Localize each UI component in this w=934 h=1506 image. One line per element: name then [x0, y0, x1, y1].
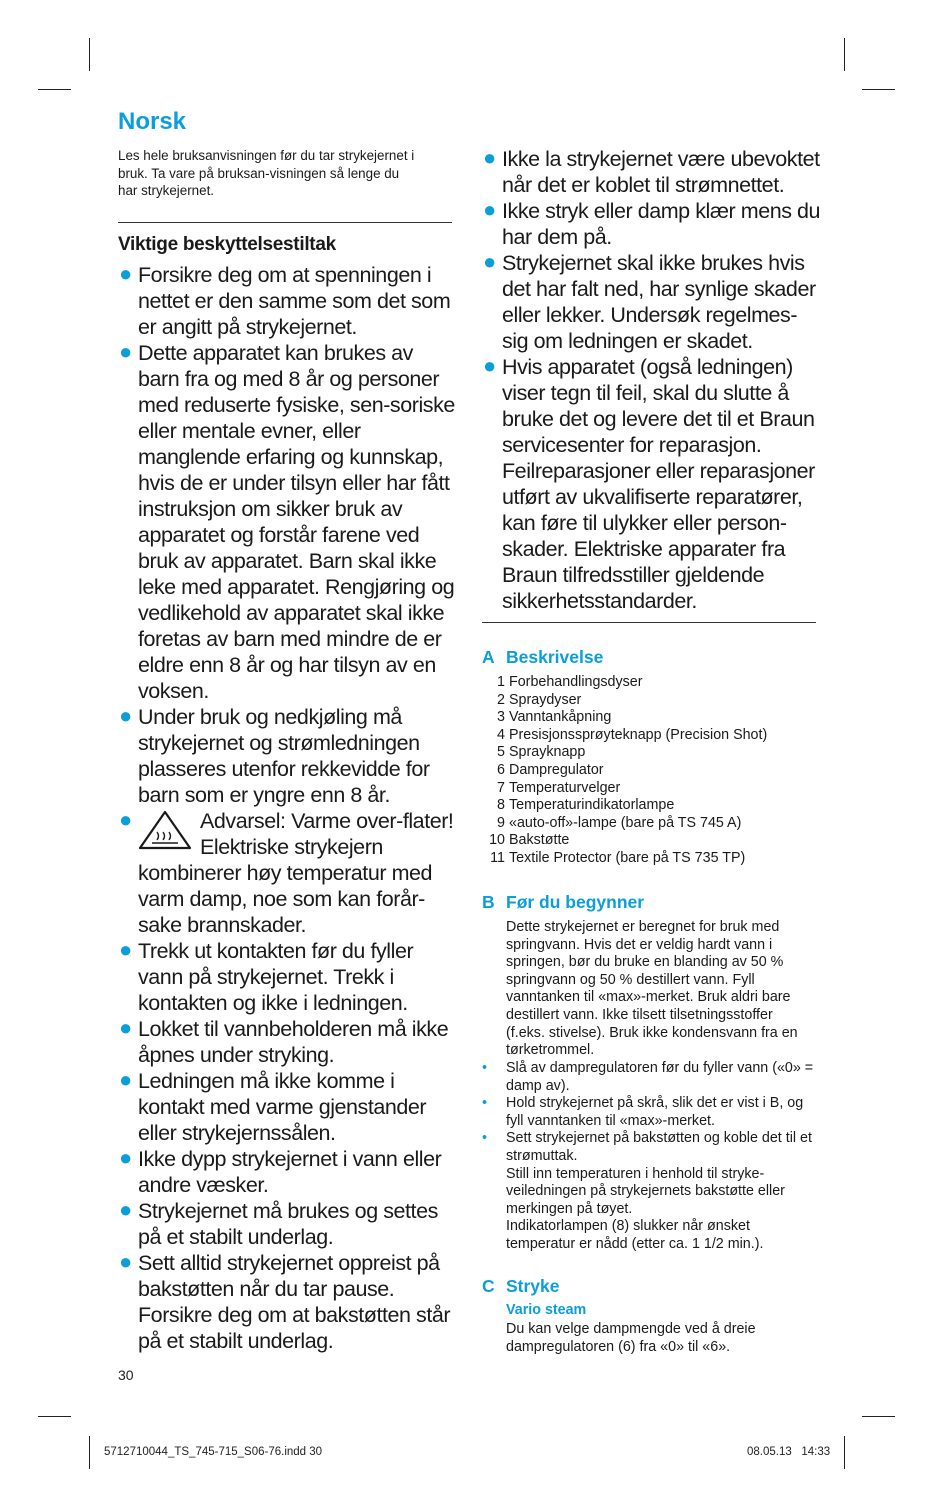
parts-list: [482, 674, 767, 868]
part-item: 8 Temperaturindikatorlampe: [497, 797, 675, 814]
part-item: 7 Temperaturvelger: [497, 779, 621, 796]
bullet-icon: ●: [119, 703, 132, 728]
list-item: ● Forsikre deg om at spenningen i nettet er den samme som det som er angitt på strykejernet.: [119, 261, 451, 339]
intro-text: Les hele bruksanvisningen før du tar strykejernet i bruk. Ta vare på bruksan-visningen så lenge du har strykejernet.: [118, 148, 415, 199]
list-item: ● Ikke la strykejernet være ubevoktet når det er koblet til strømnettet.: [483, 145, 820, 197]
page-title: Norsk: [118, 108, 187, 135]
part-item: 5 Sprayknapp: [497, 744, 586, 761]
part-item: 11 Textile Protector (bare på TS 735 TP): [490, 849, 746, 866]
crop-mark: [89, 1436, 90, 1469]
part-item: 6 Dampregulator: [497, 761, 604, 778]
bullet-icon: ●: [119, 807, 132, 832]
section-b-heading: B Før du begynner: [482, 892, 645, 912]
part-item: 1 Forbehandlingsdyser: [497, 674, 643, 690]
crop-mark: [862, 1416, 895, 1417]
list-item: • Slå av dampregulatoren før du fyller vann («0» = damp av).: [482, 1060, 814, 1094]
list-item: ● Sett alltid strykejernet oppreist på bakstøtten når du tar pause. Forsikre deg om at bakstøtten står på et stabilt underlag.: [119, 1249, 451, 1353]
list-item: ● Ikke dypp strykejernet i vann eller andre væsker.: [119, 1145, 442, 1197]
bullet-icon: ●: [119, 339, 132, 364]
crop-mark: [844, 38, 845, 71]
section-b-paragraph: Dette strykejernet er beregnet for bruk med springvann. Hvis det er veldig hardt vann i springen, bør du bruke en blanding av 50 % springvann og 50 % destillert vann. Fyll vanntanken til «max»-merket. Bruk aldri bare destillert vann. Ikke tilsett tilsetningsstoffer (f.eks. stivelse). Bruk ikke kondensvann fra en tørketrommel.: [506, 919, 798, 1059]
list-item: ● Ledningen må ikke komme i kontakt med varme gjenstander eller strykejernssålen.: [119, 1067, 427, 1145]
crop-mark: [844, 1436, 845, 1469]
section-a-heading: A Beskrivelse: [482, 647, 604, 667]
bullet-icon: ●: [119, 937, 132, 962]
crop-mark: [38, 1416, 71, 1417]
part-item: 3 Vanntankåpning: [497, 709, 612, 726]
bullet-icon: ●: [119, 1249, 132, 1274]
list-item: ● Strykejernet skal ikke brukes hvis det har falt ned, har synlige skader eller lekker. Undersøk regelmes-sig om ledningen er skadet.: [483, 249, 816, 353]
section-b-para3: Indikatorlampen (8) slukker når ønsket temperatur er nådd (etter ca. 1 1/2 min.).: [506, 1218, 764, 1252]
list-item: ● Strykejernet må brukes og settes på et stabilt underlag.: [119, 1197, 438, 1249]
bullet-icon: ●: [119, 1145, 132, 1170]
safety-list-right: [482, 146, 822, 614]
section-c-heading: C Stryke: [482, 1276, 560, 1296]
list-item: • Sett strykejernet på bakstøtten og koble det til et strømuttak. Still inn temperaturen i henhold til stryke-veiledningen på strykejernets bakstøtte eller merkingen på tøyet. Indikatorlampen (8) slukker når ønsket temperatur er nådd (etter ca. 1 1/2 min.).: [482, 1130, 814, 1253]
bullet-icon: ●: [119, 1015, 132, 1040]
bullet-icon: ●: [119, 1197, 132, 1222]
safety-heading: Viktige beskyttelsestiltak: [118, 234, 336, 255]
list-item: ● Ikke stryk eller damp klær mens du har dem på.: [483, 197, 821, 249]
bullet-icon: ●: [119, 1067, 132, 1092]
crop-mark: [89, 38, 90, 71]
bullet-icon: ●: [483, 249, 496, 274]
divider: [482, 622, 816, 623]
section-c-text: Du kan velge dampmengde ved å dreie dampregulatoren (6) fra «0» til «6».: [506, 1321, 756, 1355]
list-item: ● Dette apparatet kan brukes av barn fra og med 8 år og personer med reduserte fysiske, sen-soriske eller mentale evner, eller manglende erfaring og kunnskap, hvis de er under tilsyn eller har fått instruksjon om sikker bruk av apparatet og forstår farene ved bruk av apparatet. Barn skal ikke leke med apparatet. Rengjøring og vedlikehold av apparatet skal ikke foretas av barn med mindre de er eldre enn 8 år og har tilsyn av en voksen.: [119, 339, 455, 703]
part-item: 2 Spraydyser: [497, 691, 582, 708]
footer-date: 08.05.13 14:33: [747, 1446, 831, 1458]
safety-list-left: [118, 262, 458, 1354]
bullet-icon: ●: [119, 261, 132, 286]
bullet-icon: •: [482, 1060, 488, 1076]
section-b-list: [482, 1060, 814, 1254]
list-item: ● Hvis apparatet (også ledningen) viser tegn til feil, skal du slutte å bruke det og levere det til et Braun servicesenter for reparasjon. Feilreparasjoner eller reparasjoner utført av ukvalifiserte reparatører, kan føre til ulykker eller person-skader. Elektriske apparater fra Braun tilfredsstiller gjeldende sikkerhetsstandarder.: [483, 353, 815, 613]
warning-item: ● Advarsel: Varme over-flater! Elektriske strykejern kombinerer høy temperatur med varm damp, noe som kan forår-sake brannskader.: [119, 807, 454, 937]
section-b-para2: Still inn temperaturen i henhold til stryke-veiledningen på strykejernets bakstøtte eller merkingen på tøyet.: [506, 1165, 785, 1217]
footer-file-info: 5712710044_TS_745-715_S06-76.indd 30: [104, 1446, 323, 1458]
divider: [118, 222, 452, 223]
part-item: 9 «auto-off»-lampe (bare på TS 745 A): [497, 814, 742, 831]
bullet-icon: •: [482, 1130, 488, 1147]
page-number: 30: [118, 1367, 134, 1383]
vario-steam-heading: Vario steam: [506, 1302, 587, 1318]
bullet-icon: ●: [483, 197, 496, 222]
crop-mark: [862, 89, 895, 90]
part-item: 10 Bakstøtte: [489, 832, 570, 849]
list-item: ● Under bruk og nedkjøling må strykejernet og strømledningen plasseres utenfor rekkevidde for barn som er yngre enn 8 år.: [119, 703, 430, 807]
list-item: • Hold strykejernet på skrå, slik det er vist i B, og fyll vanntanken til «max»-merket.: [482, 1095, 804, 1129]
list-item: ● Lokket til vannbeholderen må ikke åpnes under stryking.: [119, 1015, 449, 1067]
bullet-icon: •: [482, 1095, 488, 1112]
bullet-icon: ●: [483, 145, 496, 170]
hot-surface-warning-icon: [138, 810, 192, 850]
list-item: ● Trekk ut kontakten før du fyller vann på strykejernet. Trekk i kontakten og ikke i ledningen.: [119, 937, 414, 1015]
crop-mark: [38, 89, 71, 90]
part-item: 4 Presisjonssprøyteknapp (Precision Shot): [497, 726, 768, 743]
bullet-icon: ●: [483, 353, 496, 378]
